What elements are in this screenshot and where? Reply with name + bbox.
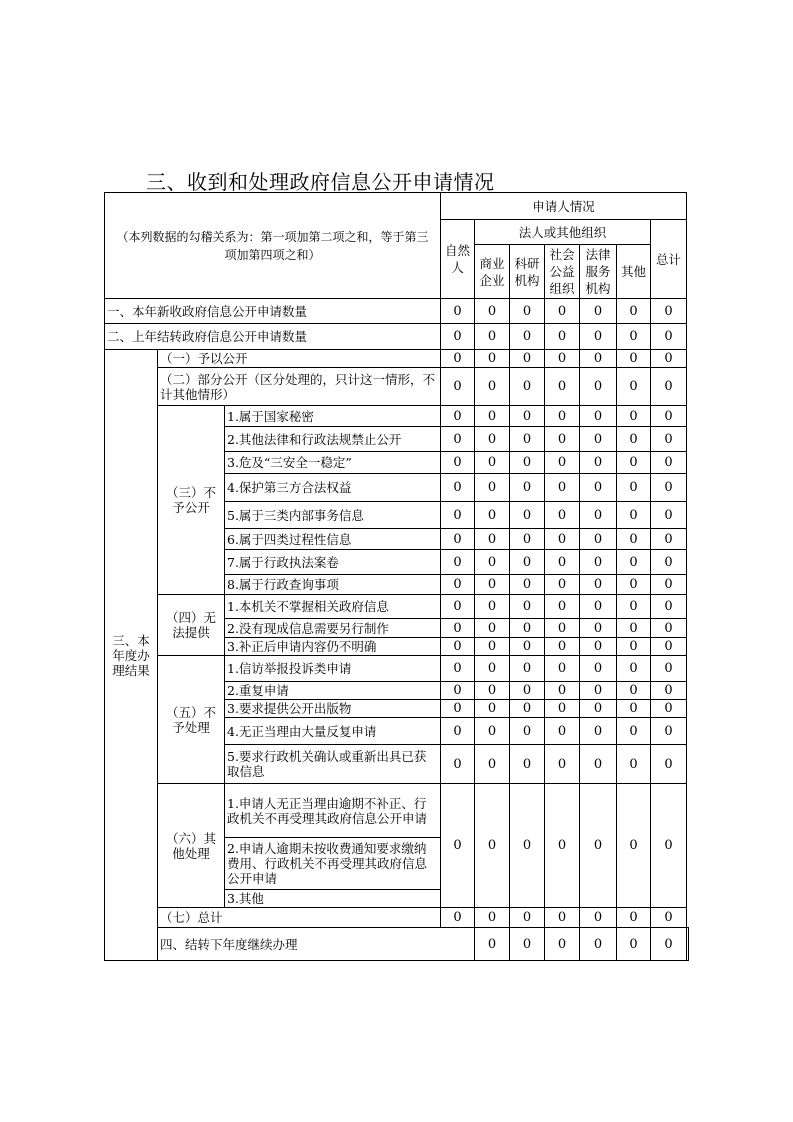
cell-value: 0 (441, 575, 475, 595)
cell-value: 0 (475, 638, 510, 656)
business-header: 商业企业 (475, 245, 510, 299)
cell-value: 0 (545, 406, 580, 427)
cell-value: 0 (651, 575, 687, 595)
cell-value: 0 (617, 299, 651, 324)
cell-value: 0 (580, 638, 617, 656)
cell-value: 0 (651, 529, 687, 550)
cell-value: 0 (580, 474, 617, 502)
cell-value: 0 (441, 595, 475, 619)
cell-value: 0 (441, 718, 475, 745)
cell-value: 0 (545, 350, 580, 368)
item-label: 2.重复申请 (225, 682, 441, 700)
cell-value: 0 (580, 529, 617, 550)
cell-value: 0 (441, 299, 475, 324)
cell-value: 0 (617, 718, 651, 745)
cell-value: 0 (441, 745, 475, 784)
cell-value: 0 (580, 656, 617, 682)
cell-value: 0 (510, 427, 545, 452)
cell-value: 0 (580, 784, 617, 908)
item-label: 2.申请人逾期未按收费通知要求缴纳费用、行政机关不再受理其政府信息公开申请 (225, 838, 441, 890)
cell-value: 0 (510, 350, 545, 368)
applicant-header: 申请人情况 (441, 193, 687, 220)
cell-value: 0 (545, 502, 580, 529)
natural-person-header: 自然人 (441, 220, 475, 299)
item-label: 6.属于四类过程性信息 (225, 529, 441, 550)
cell-value: 0 (545, 908, 580, 928)
cell-value: 0 (475, 368, 510, 406)
cell-value: 0 (580, 406, 617, 427)
cell-value: 0 (441, 452, 475, 474)
cell-value: 0 (651, 784, 687, 908)
cell-value: 0 (545, 656, 580, 682)
cell-value: 0 (441, 682, 475, 700)
row-label: （二）部分公开（区分处理的，只计这一情形，不计其他情形） (158, 368, 441, 406)
cell-value: 0 (651, 474, 687, 502)
cell-value: 0 (545, 452, 580, 474)
cell-value: 0 (617, 595, 651, 619)
cell-value (687, 928, 689, 961)
cell-value: 0 (510, 368, 545, 406)
cell-value: 0 (580, 368, 617, 406)
cell-value: 0 (441, 368, 475, 406)
cell-value: 0 (475, 452, 510, 474)
item-label: 2.没有现成信息需要另行制作 (225, 619, 441, 638)
cell-value: 0 (651, 452, 687, 474)
cell-value: 0 (545, 928, 580, 961)
cell-value: 0 (475, 595, 510, 619)
cell-value: 0 (475, 700, 510, 718)
cell-value: 0 (617, 575, 651, 595)
item-label: 1.本机关不掌握相关政府信息 (225, 595, 441, 619)
cell-value: 0 (475, 656, 510, 682)
cell-value: 0 (510, 682, 545, 700)
cell-value: 0 (617, 350, 651, 368)
cell-value: 0 (580, 619, 617, 638)
cell-value: 0 (617, 928, 651, 961)
cell-value: 0 (617, 656, 651, 682)
cell-value: 0 (580, 700, 617, 718)
cell-value: 0 (545, 619, 580, 638)
cell-value: 0 (441, 784, 475, 908)
cell-value: 0 (651, 324, 687, 350)
cell-value: 0 (475, 502, 510, 529)
cell-value: 0 (475, 575, 510, 595)
cell-value: 0 (441, 502, 475, 529)
cell-value: 0 (475, 529, 510, 550)
cell-value: 0 (651, 638, 687, 656)
row-label: （一）予以公开 (158, 350, 441, 368)
cell-value: 0 (651, 718, 687, 745)
cell-value: 0 (617, 908, 651, 928)
cell-value: 0 (545, 427, 580, 452)
item-label: 1.属于国家秘密 (225, 406, 441, 427)
cell-value: 0 (580, 718, 617, 745)
cell-value: 0 (545, 784, 580, 908)
cell-value: 0 (475, 619, 510, 638)
cell-value: 0 (651, 595, 687, 619)
cell-value: 0 (441, 656, 475, 682)
cell-value: 0 (510, 700, 545, 718)
cell-value: 0 (510, 575, 545, 595)
item-label: 8.属于行政查询事项 (225, 575, 441, 595)
cell-value: 0 (580, 502, 617, 529)
cell-value: 0 (580, 427, 617, 452)
social-org-header: 社会公益组织 (545, 245, 580, 299)
cell-value: 0 (545, 745, 580, 784)
cell-value: 0 (441, 638, 475, 656)
section-3-label: 三、本年度办理结果 (105, 350, 158, 961)
cell-value: 0 (475, 928, 510, 961)
cell-value: 0 (510, 718, 545, 745)
item-label: 4.保护第三方合法权益 (225, 474, 441, 502)
cell-value: 0 (580, 745, 617, 784)
cell-value: 0 (580, 324, 617, 350)
item-label: 3.危及“三安全一稳定” (225, 452, 441, 474)
cell-value: 0 (545, 368, 580, 406)
cell-value: 0 (580, 595, 617, 619)
cell-value: 0 (651, 656, 687, 682)
item-label: 5.要求行政机关确认或重新出具已获取信息 (225, 745, 441, 784)
cell-value: 0 (651, 299, 687, 324)
row-label: （七）总计 (158, 908, 441, 928)
cell-value: 0 (651, 928, 687, 961)
cell-value: 0 (441, 474, 475, 502)
cell-value: 0 (617, 619, 651, 638)
cell-value: 0 (475, 474, 510, 502)
cell-value: 0 (510, 745, 545, 784)
cell-value: 0 (475, 324, 510, 350)
cell-value: 0 (441, 908, 475, 928)
cell-value: 0 (475, 427, 510, 452)
row-label: 二、上年结转政府信息公开申请数量 (105, 324, 441, 350)
cell-value: 0 (617, 700, 651, 718)
cell-value: 0 (617, 529, 651, 550)
cell-value: 0 (510, 908, 545, 928)
cell-value: 0 (441, 550, 475, 575)
cell-value: 0 (545, 595, 580, 619)
cell-value: 0 (441, 427, 475, 452)
cell-value: 0 (475, 406, 510, 427)
cell-value: 0 (545, 718, 580, 745)
other-header: 其他 (617, 245, 651, 299)
cell-value: 0 (510, 299, 545, 324)
cell-value: 0 (580, 299, 617, 324)
cell-value: 0 (617, 368, 651, 406)
item-label: 3.其他 (225, 890, 441, 908)
cell-value: 0 (545, 550, 580, 575)
cell-value: 0 (651, 745, 687, 784)
item-label: 4.无正当理由大量反复申请 (225, 718, 441, 745)
cell-value: 0 (617, 406, 651, 427)
cell-value: 0 (441, 529, 475, 550)
row-label: 一、本年新收政府信息公开申请数量 (105, 299, 441, 324)
cell-value: 0 (651, 368, 687, 406)
info-disclosure-table (104, 192, 689, 961)
cell-value: 0 (580, 928, 617, 961)
research-header: 科研机构 (510, 245, 545, 299)
item-label: 3.要求提供公开出版物 (225, 700, 441, 718)
cell-value: 0 (545, 529, 580, 550)
row-label: 四、结转下年度继续办理 (158, 928, 475, 961)
cell-value: 0 (510, 619, 545, 638)
cell-value: 0 (651, 682, 687, 700)
item-label: 1.信访举报投诉类申请 (225, 656, 441, 682)
cell-value: 0 (441, 619, 475, 638)
cell-value: 0 (510, 656, 545, 682)
item-label: 2.其他法律和行政法规禁止公开 (225, 427, 441, 452)
cell-value: 0 (580, 575, 617, 595)
cell-value: 0 (545, 682, 580, 700)
item-label: 5.属于三类内部事务信息 (225, 502, 441, 529)
cell-value: 0 (545, 700, 580, 718)
cell-value: 0 (510, 452, 545, 474)
cell-value: 0 (617, 324, 651, 350)
cell-value: 0 (617, 638, 651, 656)
cell-value: 0 (651, 502, 687, 529)
cell-value: 0 (475, 784, 510, 908)
cell-value: 0 (510, 595, 545, 619)
legal-service-header: 法律服务机构 (580, 245, 617, 299)
cell-value: 0 (510, 324, 545, 350)
subsection-label: （六）其他处理 (158, 784, 225, 908)
cell-value: 0 (617, 502, 651, 529)
item-label: 3.补正后申请内容仍不明确 (225, 638, 441, 656)
cell-value: 0 (651, 619, 687, 638)
cell-value: 0 (545, 324, 580, 350)
cell-value: 0 (441, 350, 475, 368)
cell-value: 0 (651, 427, 687, 452)
page-title: 三、收到和处理政府信息公开申请情况 (146, 170, 495, 194)
cell-value: 0 (580, 452, 617, 474)
cell-value: 0 (580, 350, 617, 368)
formula-note: （本列数据的勾稽关系为：第一项加第二项之和，等于第三项加第四项之和） (105, 193, 441, 299)
cell-value: 0 (441, 406, 475, 427)
cell-value: 0 (510, 928, 545, 961)
cell-value: 0 (545, 474, 580, 502)
item-label: 7.属于行政执法案卷 (225, 550, 441, 575)
cell-value: 0 (617, 427, 651, 452)
cell-value: 0 (475, 550, 510, 575)
cell-value: 0 (651, 406, 687, 427)
cell-value: 0 (475, 745, 510, 784)
cell-value: 0 (651, 550, 687, 575)
cell-value: 0 (510, 406, 545, 427)
cell-value: 0 (475, 299, 510, 324)
cell-value: 0 (510, 638, 545, 656)
cell-value: 0 (617, 784, 651, 908)
cell-value: 0 (510, 502, 545, 529)
subsection-label: （三）不予公开 (158, 406, 225, 595)
cell-value: 0 (617, 682, 651, 700)
cell-value: 0 (617, 550, 651, 575)
cell-value: 0 (510, 474, 545, 502)
cell-value: 0 (651, 700, 687, 718)
cell-value: 0 (475, 682, 510, 700)
cell-value: 0 (545, 638, 580, 656)
cell-value: 0 (617, 745, 651, 784)
cell-value: 0 (441, 700, 475, 718)
cell-value: 0 (510, 550, 545, 575)
item-label: 1.申请人无正当理由逾期不补正、行政机关不再受理其政府信息公开申请 (225, 784, 441, 838)
cell-value: 0 (545, 299, 580, 324)
cell-value: 0 (651, 350, 687, 368)
legal-person-header: 法人或其他组织 (475, 220, 651, 245)
cell-value: 0 (580, 908, 617, 928)
cell-value: 0 (651, 908, 687, 928)
cell-value: 0 (580, 550, 617, 575)
total-header: 总计 (651, 220, 687, 299)
cell-value: 0 (617, 474, 651, 502)
cell-value: 0 (545, 575, 580, 595)
cell-value: 0 (510, 784, 545, 908)
cell-value: 0 (580, 682, 617, 700)
cell-value: 0 (475, 718, 510, 745)
subsection-label: （五）不予处理 (158, 656, 225, 784)
cell-value: 0 (441, 324, 475, 350)
subsection-label: （四）无法提供 (158, 595, 225, 656)
cell-value: 0 (475, 908, 510, 928)
cell-value: 0 (510, 529, 545, 550)
cell-value: 0 (617, 452, 651, 474)
cell-value: 0 (475, 350, 510, 368)
